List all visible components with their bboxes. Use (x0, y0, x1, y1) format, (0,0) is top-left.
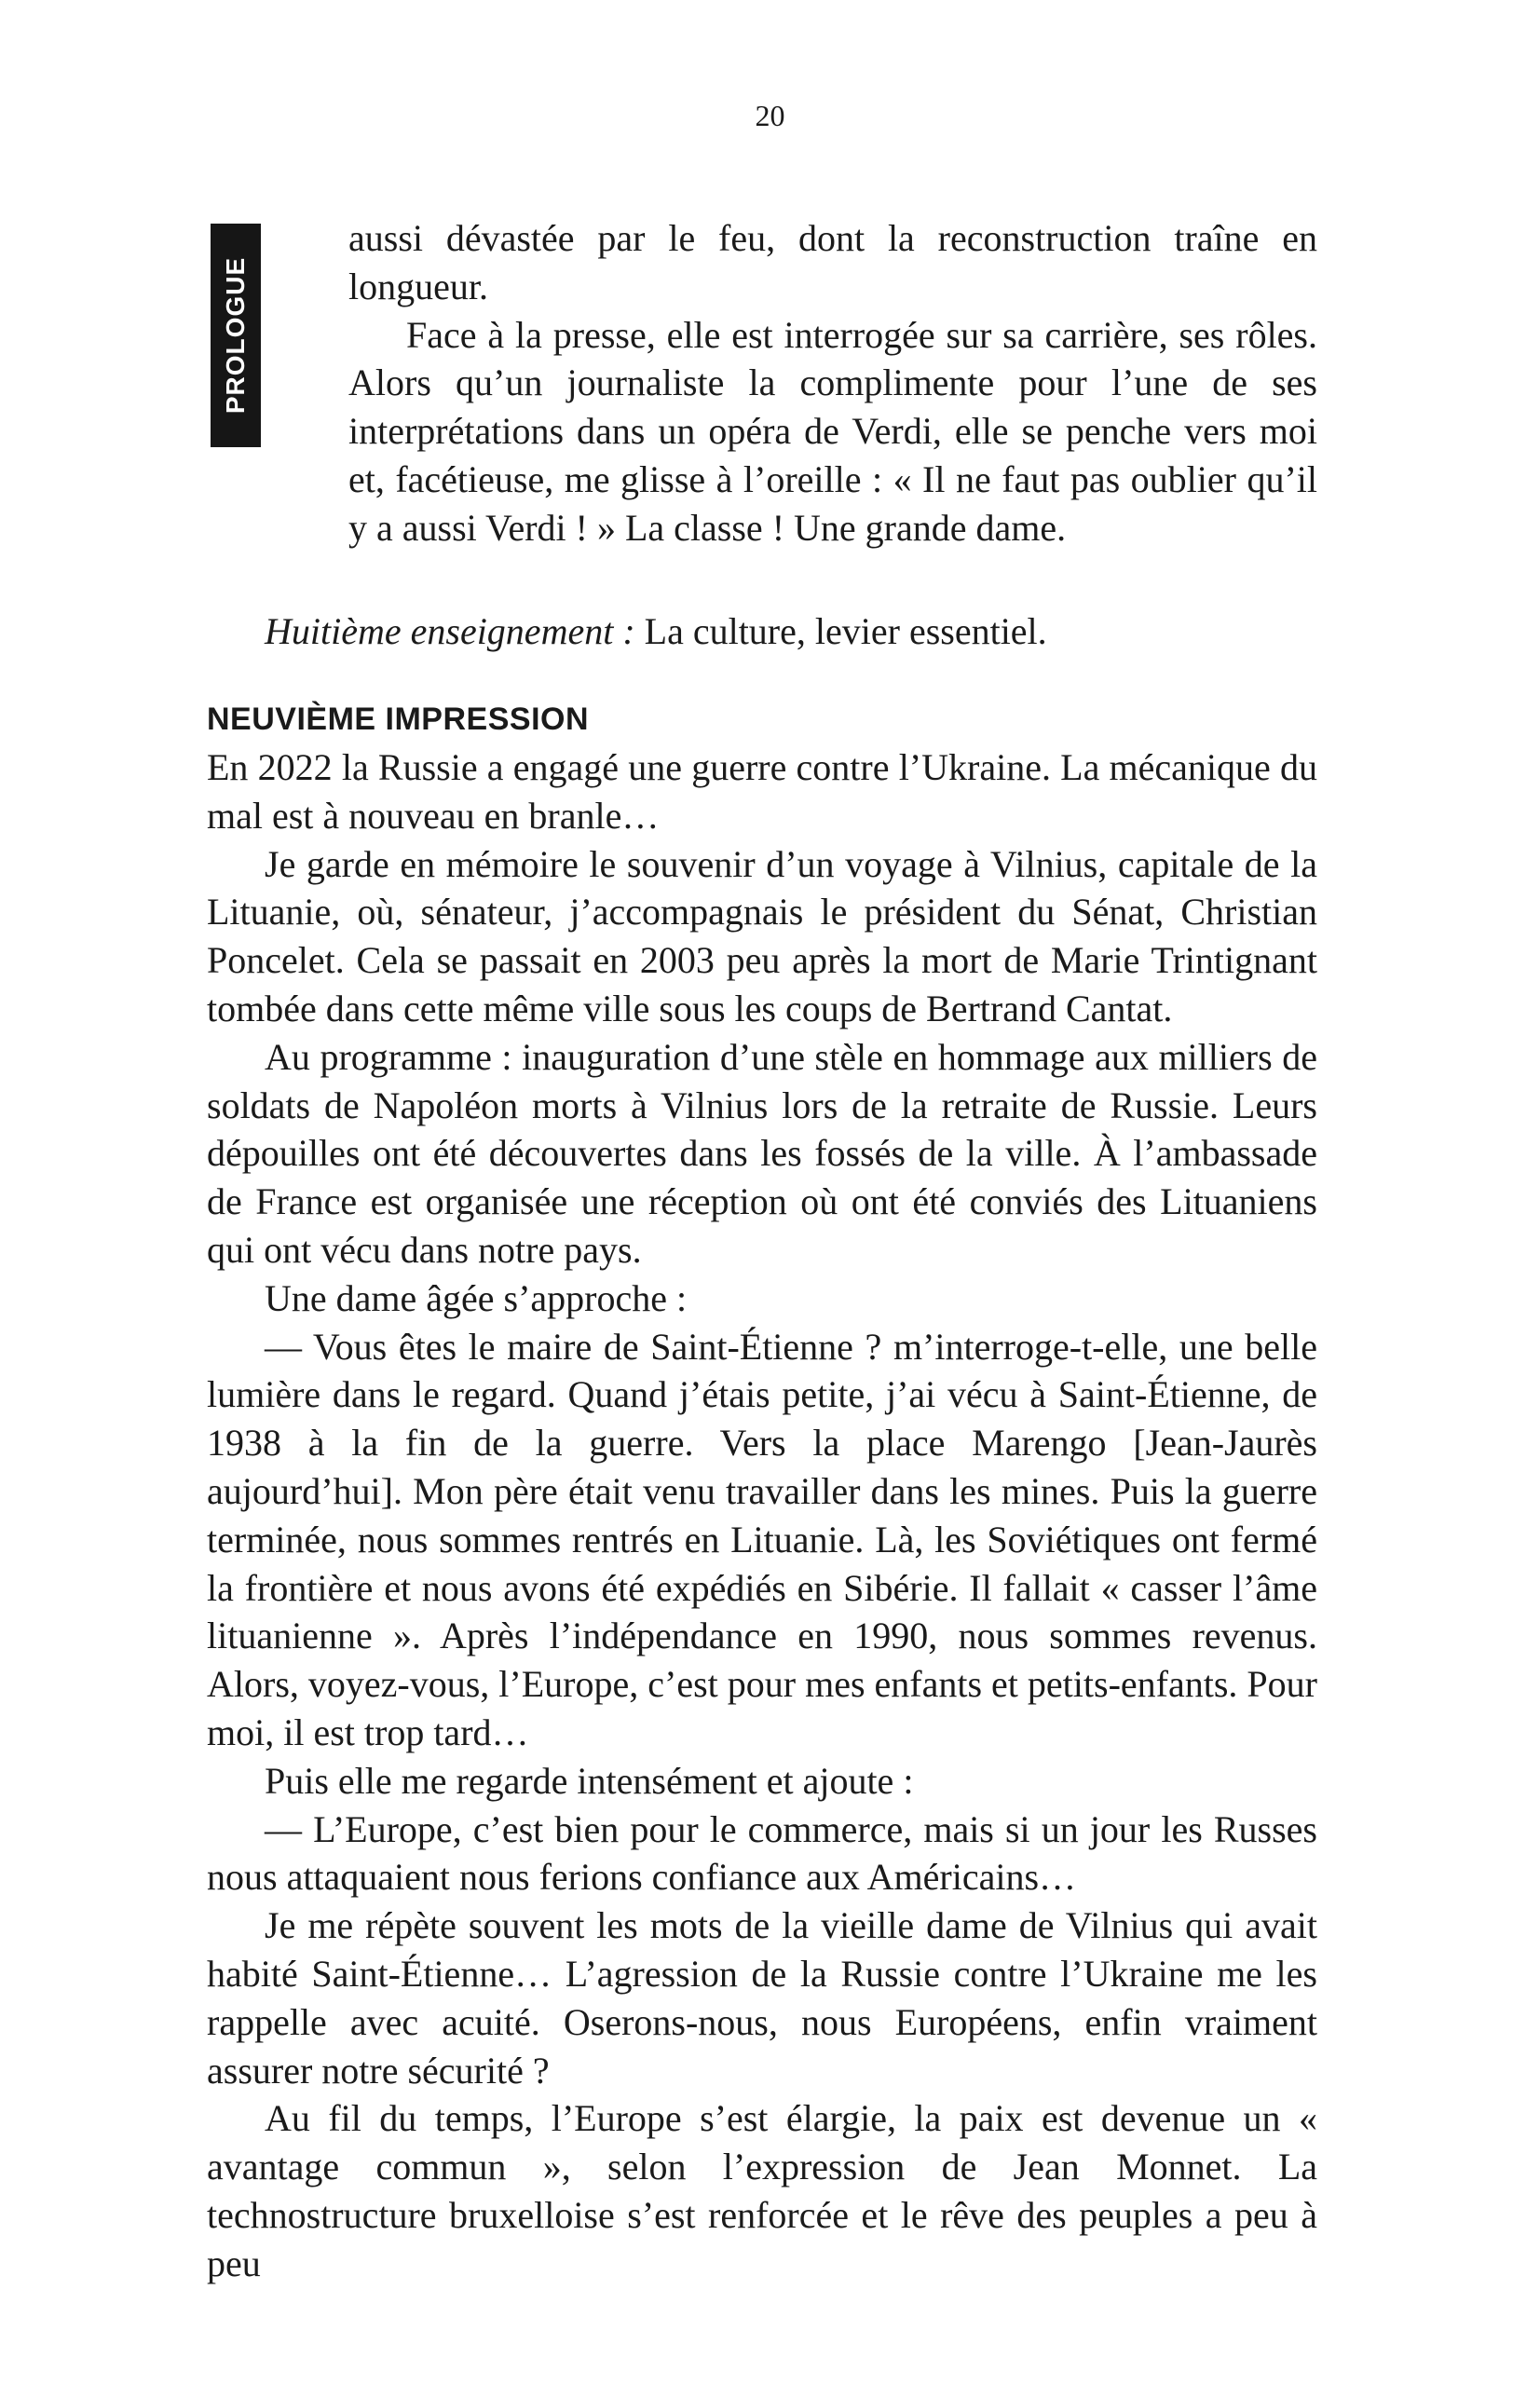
body-text-block (207, 743, 1317, 2288)
body-paragraph: En 2022 la Russie a engagé une guerre contre l’Ukraine. La mécanique du mal est à nouveau en branle… (207, 746, 1317, 837)
intro-paragraph: Face à la presse, elle est interrogée sur sa carrière, ses rôles. Alors qu’un journaliste la complimente pour l’une de ses interprétations dans un opéra de Verdi, elle se penche vers moi et, facétieuse, me glisse à l’oreille : « Il ne faut pas oublier qu’il y a aussi Verdi ! » La classe ! Une grande dame. (348, 313, 1317, 549)
body-paragraph: Une dame âgée s’approche : (265, 1276, 688, 1319)
chapter-side-tab (211, 224, 261, 447)
section-heading: NEUVIÈME IMPRESSION (207, 702, 590, 737)
intro-paragraph: aussi dévastée par le feu, dont la reconstruction traîne en longueur. (348, 217, 1317, 307)
page-number: 20 (755, 99, 785, 132)
intro-text-block (348, 214, 1317, 552)
body-paragraph: Je me répète souvent les mots de la vieille dame de Vilnius qui avait habité Saint-Étienne… L’agression de la Russie contre l’Ukraine me les rappelle avec acuité. Oserons-nous, nous Européens, enfin vraiment assurer notre sécurité ? (207, 1904, 1317, 2092)
teaching-label: Huitième enseignement : (265, 610, 635, 652)
teaching-line (265, 607, 1317, 656)
body-paragraph: Au fil du temps, l’Europe s’est élargie, la paix est devenue un « avantage commun », selon l’expression de Jean Monnet. La technostructure bruxelloise s’est renforcée et le rêve des peuples a peu à peu (207, 2097, 1317, 2284)
chapter-side-tab-label: PROLOGUE (221, 256, 250, 415)
body-paragraph: Puis elle me regarde intensément et ajoute : (265, 1759, 914, 1802)
body-paragraph: — L’Europe, c’est bien pour le commerce, mais si un jour les Russes nous attaquaient nous ferions confiance aux Américains… (207, 1807, 1317, 1899)
body-paragraph: Au programme : inauguration d’une stèle en hommage aux milliers de soldats de Napoléon morts à Vilnius lors de la retraite de Russie. Leurs dépouilles ont été découvertes dans les fossés de la ville. À l’ambassade de France est organisée une réception où ont été conviés des Lituaniens qui ont vécu dans notre pays. (207, 1035, 1317, 1271)
teaching-text: La culture, levier essentiel. (634, 610, 1047, 652)
body-paragraph: Je garde en mémoire le souvenir d’un voyage à Vilnius, capitale de la Lituanie, où, sénateur, j’accompagnais le président du Sénat, Christian Poncelet. Cela se passait en 2003 peu après la mort de Marie Trintignant tombée dans cette même ville sous les coups de Bertrand Cantat. (207, 842, 1317, 1029)
body-paragraph: — Vous êtes le maire de Saint-Étienne ? m’interroge-t-elle, une belle lumière dans le regard. Quand j’étais petite, j’ai vécu à Saint-Étienne, de 1938 à la fin de la guerre. Vers la place Marengo [Jean-Jaurès aujourd’hui]. Mon père était venu travailler dans les mines. Puis la guerre terminée, nous sommes rentrés en Lituanie. Là, les Soviétiques ont fermé la frontière et nous avons été expédiés en Sibérie. Il fallait « casser l’âme lituanienne ». Après l’indépendance en 1990, nous sommes revenus. Alors, voyez-vous, l’Europe, c’est pour mes enfants et petits-enfants. Pour moi, il est trop tard… (207, 1325, 1317, 1753)
